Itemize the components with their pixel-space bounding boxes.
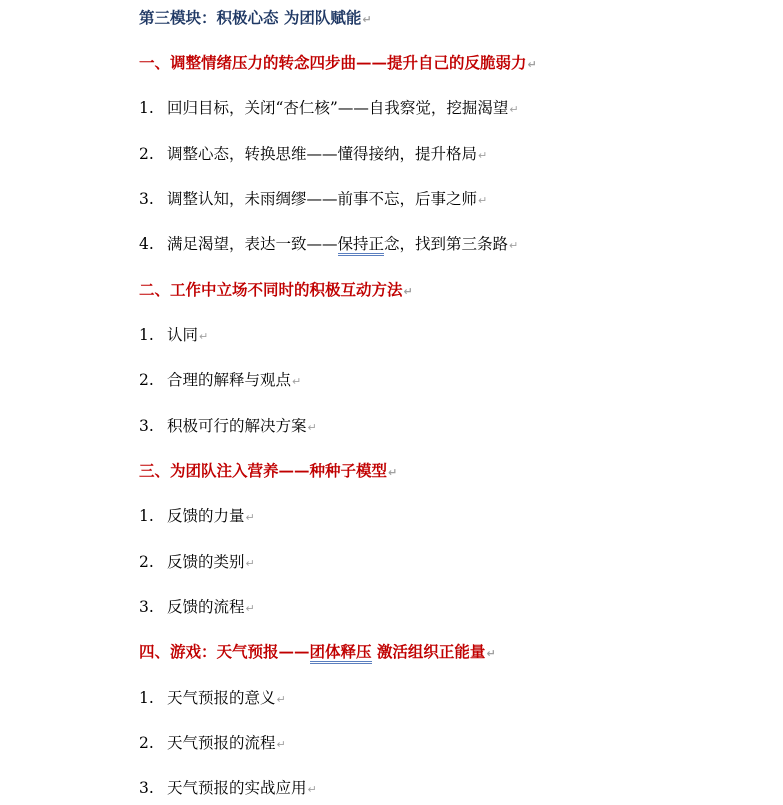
list-number: 3. <box>139 190 154 208</box>
grammar-flagged-text[interactable]: 保持正 <box>338 235 385 256</box>
list-item-text: 天气预报的流程 <box>167 734 276 752</box>
list-item-text: 反馈的流程 <box>167 598 245 616</box>
list-item <box>139 414 317 438</box>
paragraph-mark-icon: ↵ <box>245 511 255 524</box>
list-item-text: 天气预报的实战应用 <box>167 779 307 797</box>
list-item-text: 合理的解释与观点 <box>167 371 292 389</box>
list-item <box>139 686 286 710</box>
paragraph-mark-icon: ↵ <box>478 194 488 207</box>
section-heading-text: 二、工作中立场不同时的积极互动方法 <box>139 280 403 299</box>
list-number: 3. <box>139 417 154 435</box>
list-item <box>139 232 518 256</box>
module-title-text: 第三模块：积极心态 为团队赋能 <box>139 8 362 27</box>
paragraph-mark-icon: ↵ <box>486 647 496 660</box>
list-number: 2. <box>139 553 154 571</box>
paragraph-mark-icon: ↵ <box>307 783 317 796</box>
paragraph-mark-icon: ↵ <box>509 239 519 252</box>
list-item <box>139 776 317 800</box>
list-item-text: 调整认知，未雨绸缪——前事不忘，后事之师 <box>167 190 478 208</box>
paragraph-mark-icon: ↵ <box>292 375 302 388</box>
list-item-text: 反馈的力量 <box>167 507 245 525</box>
list-number: 2. <box>139 371 154 389</box>
section-heading-4 <box>139 640 496 664</box>
section-heading-text: 三、为团队注入营养——种种子模型 <box>139 461 388 480</box>
paragraph-mark-icon: ↵ <box>276 693 286 706</box>
module-title <box>139 6 372 30</box>
paragraph-mark-icon: ↵ <box>509 103 519 116</box>
paragraph-mark-icon: ↵ <box>527 58 537 71</box>
list-item-text: 调整心态，转换思维——懂得接纳，提升格局 <box>167 145 478 163</box>
paragraph-mark-icon: ↵ <box>362 13 372 26</box>
list-number: 1. <box>139 99 154 117</box>
section-heading-1 <box>139 51 537 75</box>
grammar-flagged-text[interactable]: 团体释压 <box>310 642 372 664</box>
list-item-text: 满足渴望，表达一致—— <box>167 235 338 253</box>
list-item <box>139 323 208 347</box>
list-number: 1. <box>139 507 154 525</box>
list-item <box>139 142 487 166</box>
list-item <box>139 504 255 528</box>
list-item <box>139 595 255 619</box>
list-number: 3. <box>139 598 154 616</box>
section-heading-3 <box>139 459 397 483</box>
list-item <box>139 368 301 392</box>
list-item-text: 回归目标，关闭“杏仁核”——自我察觉，挖掘渴望 <box>167 99 509 117</box>
list-item <box>139 96 519 120</box>
list-item <box>139 550 255 574</box>
list-number: 2. <box>139 734 154 752</box>
paragraph-mark-icon: ↵ <box>403 285 413 298</box>
paragraph-mark-icon: ↵ <box>245 557 255 570</box>
paragraph-mark-icon: ↵ <box>388 466 398 479</box>
section-heading-text: 一、调整情绪压力的转念四步曲——提升自己的反脆弱力 <box>139 53 527 72</box>
paragraph-mark-icon: ↵ <box>478 149 488 162</box>
paragraph-mark-icon: ↵ <box>276 738 286 751</box>
paragraph-mark-icon: ↵ <box>245 602 255 615</box>
section-heading-2 <box>139 278 413 302</box>
list-item-text: 念，找到第三条路 <box>384 235 509 253</box>
list-item-text: 积极可行的解决方案 <box>167 417 307 435</box>
list-item <box>139 187 487 211</box>
list-item-text: 认同 <box>167 326 199 344</box>
list-number: 3. <box>139 779 154 797</box>
paragraph-mark-icon: ↵ <box>199 330 209 343</box>
list-number: 2. <box>139 145 154 163</box>
paragraph-mark-icon: ↵ <box>307 421 317 434</box>
list-item <box>139 731 286 755</box>
list-item-text: 天气预报的意义 <box>167 689 276 707</box>
list-number: 1. <box>139 326 154 344</box>
list-number: 1. <box>139 689 154 707</box>
section-heading-text: 四、游戏：天气预报—— <box>139 642 310 661</box>
list-number: 4. <box>139 235 154 253</box>
list-item-text: 反馈的类别 <box>167 553 245 571</box>
section-heading-text: 激活组织正能量 <box>371 642 486 661</box>
